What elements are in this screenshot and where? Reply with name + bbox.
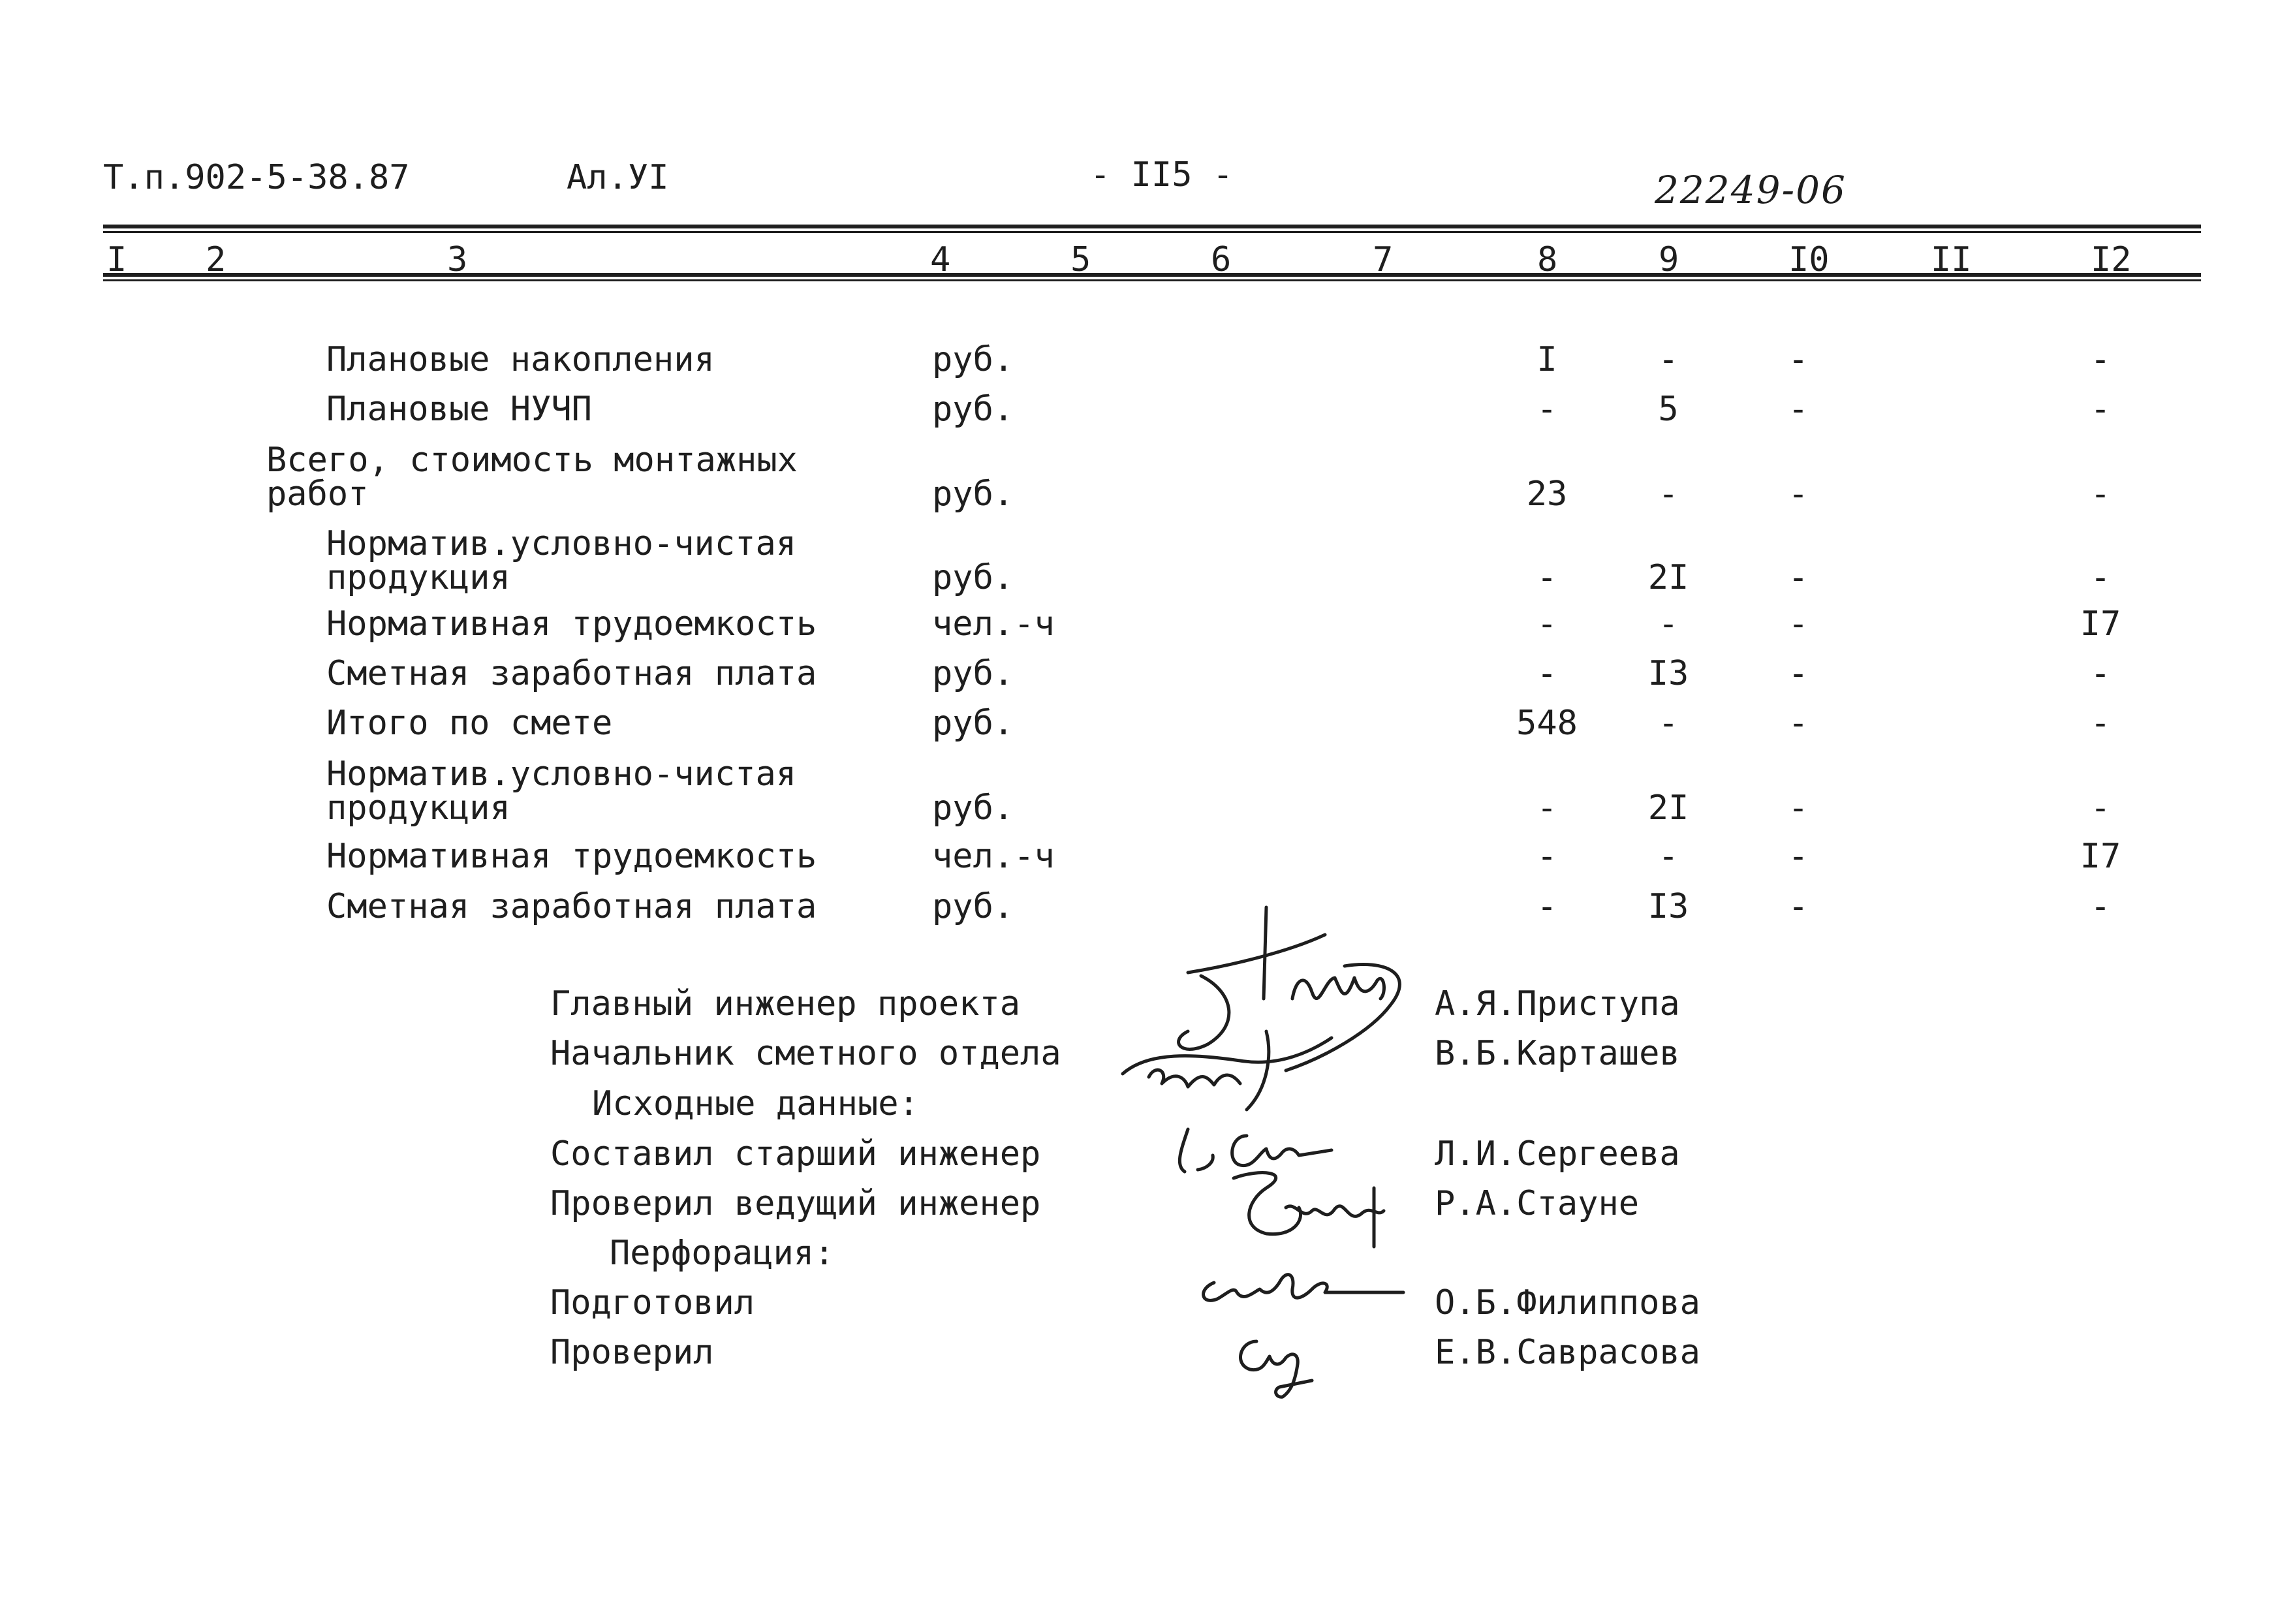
role-prepared: Подготовил — [550, 1283, 755, 1322]
perforation-heading: Перфорация: — [610, 1234, 835, 1273]
cell-c12: - — [2090, 789, 2111, 828]
row-label: Итого по смете — [326, 704, 613, 743]
role-checked: Проверил — [550, 1333, 714, 1372]
cell-c10: - — [1788, 558, 1809, 597]
row-label: Сметная заработная плата — [326, 887, 817, 926]
person-checked: Е.В.Саврасова — [1435, 1333, 1700, 1372]
cell-c10: - — [1788, 887, 1809, 926]
column-header: 6 — [1211, 240, 1232, 279]
person-chief-engineer: А.Я.Приступа — [1435, 984, 1680, 1023]
row-label: Плановые НУЧП — [326, 390, 592, 429]
header-rule-bottom — [103, 273, 2201, 277]
cell-c12: - — [2090, 390, 2111, 429]
document-code: Т.п.902-5-38.87 — [103, 158, 410, 197]
cell-c12: - — [2090, 654, 2111, 693]
row-unit: руб. — [932, 887, 1014, 926]
inventory-number: 22249-06 — [1655, 168, 1847, 212]
row-unit: чел.-ч — [932, 604, 1055, 644]
row-label: Сметная заработная плата — [326, 654, 817, 693]
cell-c10: - — [1788, 704, 1809, 743]
column-header: I2 — [2091, 240, 2132, 279]
person-prepared: О.Б.Филиппова — [1435, 1283, 1700, 1322]
cell-c10: - — [1788, 390, 1809, 429]
row-label: Всего, стоимость монтажных — [266, 441, 798, 480]
cell-c12: I7 — [2080, 837, 2121, 876]
role-estimate-head: Начальник сметного отдела — [550, 1034, 1061, 1073]
row-unit: руб. — [932, 789, 1014, 828]
column-header: 8 — [1537, 240, 1558, 279]
cell-c10: - — [1788, 789, 1809, 828]
column-header: 9 — [1659, 240, 1679, 279]
row-unit: руб. — [932, 340, 1014, 379]
cell-c8: - — [1536, 390, 1557, 429]
signature-checked — [1227, 1325, 1332, 1403]
person-compiled: Л.И.Сергеева — [1435, 1134, 1680, 1174]
cell-c10: - — [1788, 340, 1809, 379]
signature-estimate-head — [1110, 1025, 1358, 1116]
cell-c9: I3 — [1647, 654, 1689, 693]
column-header: 2 — [206, 240, 226, 279]
column-header: 5 — [1070, 240, 1091, 279]
person-estimate-head: В.Б.Карташев — [1435, 1034, 1680, 1073]
cell-c9: - — [1658, 604, 1679, 644]
row-unit: руб. — [932, 475, 1014, 514]
cell-c8: - — [1536, 789, 1557, 828]
cell-c8: - — [1536, 654, 1557, 693]
cell-c9: - — [1658, 837, 1679, 876]
row-label: Норматив.условно-чистая — [326, 524, 797, 563]
column-header: I0 — [1788, 240, 1830, 279]
cell-c8: 23 — [1526, 475, 1568, 514]
cell-c9: - — [1658, 704, 1679, 743]
cell-c8: - — [1536, 558, 1557, 597]
row-label: работ — [266, 475, 369, 514]
cell-c10: - — [1788, 837, 1809, 876]
column-header: I — [106, 240, 127, 279]
row-label: Норматив.условно-чистая — [326, 755, 797, 794]
row-unit: чел.-ч — [932, 837, 1055, 876]
cell-c12: I7 — [2080, 604, 2121, 644]
cell-c8: - — [1536, 837, 1557, 876]
source-data-heading: Исходные данные: — [592, 1084, 919, 1123]
cell-c10: - — [1788, 654, 1809, 693]
cell-c9: - — [1658, 475, 1679, 514]
row-unit: руб. — [932, 390, 1014, 429]
row-unit: руб. — [932, 704, 1014, 743]
header-rule-top — [103, 225, 2201, 228]
cell-c9: 2I — [1647, 789, 1689, 828]
cell-c10: - — [1788, 604, 1809, 644]
row-label: Нормативная трудоемкость — [326, 837, 817, 876]
header-rule-bottom-thin — [103, 279, 2201, 281]
cell-c8: I — [1536, 340, 1557, 379]
signature-checked-lead — [1221, 1162, 1416, 1253]
column-header: 4 — [930, 240, 951, 279]
row-label: продукция — [326, 558, 510, 597]
column-header: 7 — [1373, 240, 1394, 279]
cell-c9: - — [1658, 340, 1679, 379]
signature-prepared — [1188, 1253, 1410, 1319]
person-checked-lead: Р.А.Стауне — [1435, 1184, 1640, 1223]
cell-c8: - — [1536, 887, 1557, 926]
cell-c12: - — [2090, 887, 2111, 926]
cell-c12: - — [2090, 340, 2111, 379]
column-header: II — [1931, 240, 1972, 279]
column-header: 3 — [447, 240, 468, 279]
cell-c8: - — [1536, 604, 1557, 644]
header-rule-top-thin — [103, 231, 2201, 233]
cell-c8: 548 — [1516, 704, 1578, 743]
cell-c12: - — [2090, 558, 2111, 597]
album-number: Ал.УI — [567, 158, 669, 197]
role-checked-lead: Проверил ведущий инженер — [550, 1184, 1041, 1223]
row-unit: руб. — [932, 558, 1014, 597]
page-number: - II5 - — [1090, 155, 1234, 195]
role-compiled: Составил старший инженер — [550, 1134, 1041, 1174]
cell-c9: 5 — [1658, 390, 1679, 429]
cell-c9: I3 — [1647, 887, 1689, 926]
role-chief-engineer: Главный инженер проекта — [550, 984, 1021, 1023]
row-label: продукция — [326, 789, 510, 828]
row-label: Нормативная трудоемкость — [326, 604, 817, 644]
cell-c12: - — [2090, 475, 2111, 514]
row-unit: руб. — [932, 654, 1014, 693]
cell-c12: - — [2090, 704, 2111, 743]
row-label: Плановые накопления — [326, 340, 715, 379]
cell-c9: 2I — [1647, 558, 1689, 597]
cell-c10: - — [1788, 475, 1809, 514]
